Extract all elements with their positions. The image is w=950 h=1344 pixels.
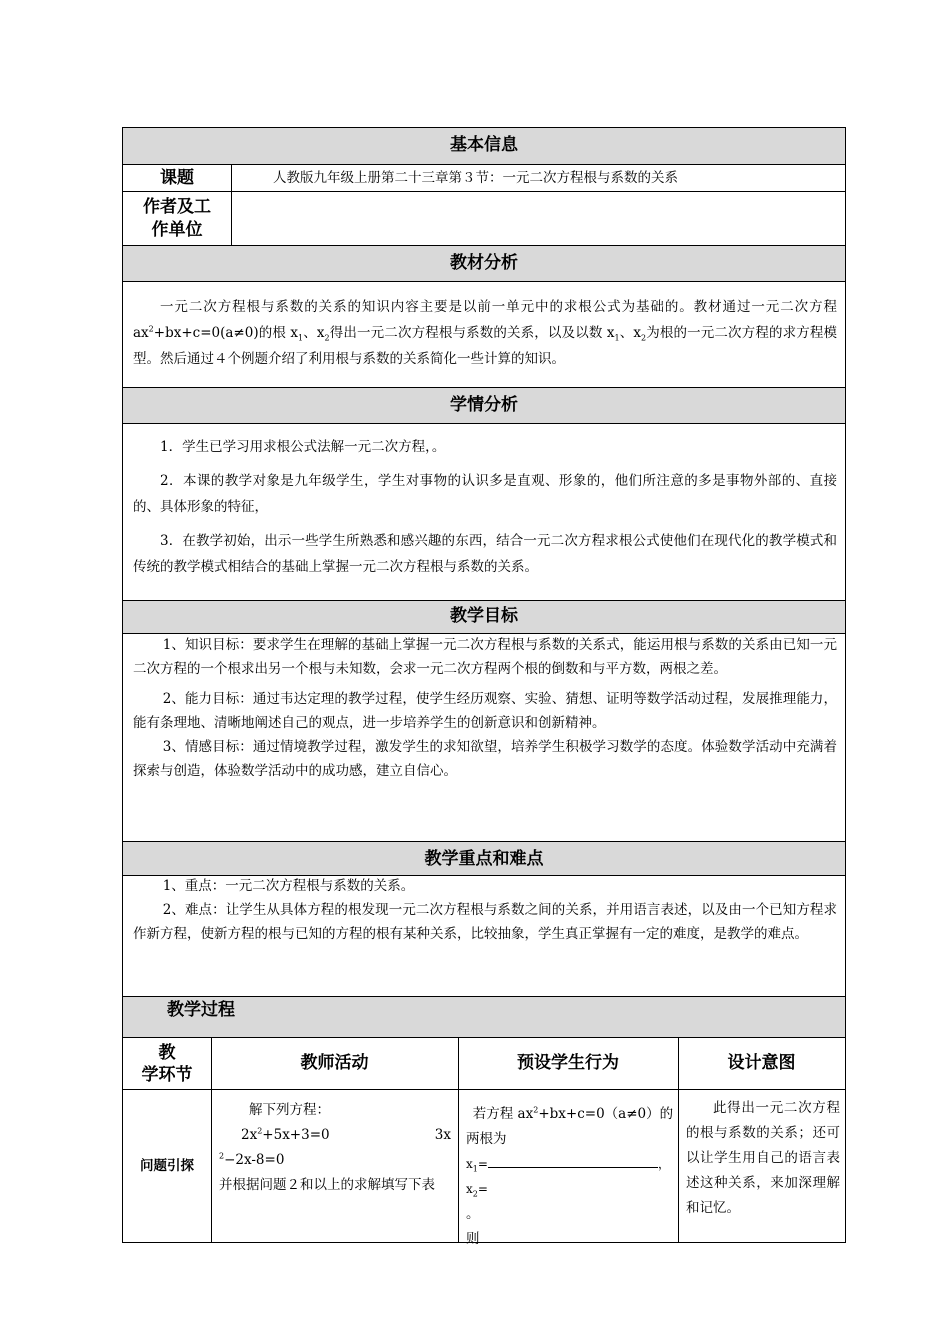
- lesson-plan-table: [122, 127, 846, 1247]
- textbook-analysis-body: [133, 294, 837, 372]
- col-teacher-header: 教师活动: [300, 1053, 369, 1073]
- student-period: 。: [466, 1206, 480, 1222]
- col-student-header: 预设学生行为: [517, 1053, 619, 1073]
- section-header-student: [123, 387, 845, 424]
- process-row-1: [123, 1090, 845, 1247]
- stage-name: 问题引探: [140, 1158, 194, 1174]
- key-points-body: [133, 874, 837, 946]
- author-label: [123, 196, 231, 242]
- key-point: 1、重点：一元二次方程根与系数的关系。: [162, 878, 415, 894]
- student-roots-statement: 若方程 $ax^2+bx+c=0(a\ne 0)$的两根为: [466, 1105, 674, 1147]
- section-header-goals: [123, 600, 845, 634]
- col-stage-header: 教 学环节: [141, 1043, 193, 1085]
- author-label-line2: 作单位: [151, 220, 203, 240]
- student-item-3: 3．在教学初始，出示一些学生所熟悉和感兴趣的东西，结合一元二次方程求根公式使他们在现代化的教学模式和传统的教学模式相结合的基础上掌握一元二次方程根与系数的关系。: [133, 533, 837, 575]
- equation-1: $2x^2+5x+3=0$: [241, 1126, 330, 1143]
- student-then: 则: [466, 1231, 480, 1247]
- section-title: 学情分析: [450, 395, 518, 415]
- section-header-basic-info: [123, 128, 845, 165]
- difficult-point: 2、难点：让学生从具体方程的根发现一元二次方程根与系数之间的关系，并用语言表述，以及由一个已知方程求作新方程，使新方程的根与已知的方程的根有某种关系，比较抽象，学生真正掌握有一定的难度，是教学的难点。: [133, 902, 837, 942]
- topic-label: 课题: [160, 168, 194, 188]
- student-roots-blanks: $x_1=$ ，$x_2=$: [466, 1157, 670, 1199]
- section-title: 教学目标: [450, 606, 518, 626]
- teacher-equations: [219, 1123, 451, 1148]
- section-header-process: [123, 996, 845, 1038]
- section-title: 基本信息: [450, 135, 518, 155]
- goal-ability: 2、能力目标：通过韦达定理的教学过程，使学生经历观察、实验、猜想、证明等数学活动过程，发展推理能力，能有条理地、清晰地阐述自己的观点，进一步培养学生的创新意识和创新精神。: [133, 691, 837, 731]
- author-label-line1: 作者及工: [143, 197, 211, 217]
- topic-row: [123, 165, 845, 192]
- col-intent-header: 设计意图: [727, 1053, 796, 1073]
- teacher-instruction: 解下列方程：: [249, 1102, 330, 1118]
- author-row: [123, 192, 845, 245]
- x1-blank: [488, 1155, 658, 1168]
- section-header-textbook: [123, 245, 845, 282]
- goal-emotion: 3、情感目标：通过情境教学过程，激发学生的求知欲望，培养学生积极学习数学的态度。体验数学活动中充满着探索与创造，体验数学活动中的成功感，建立自信心。: [133, 739, 837, 779]
- equation-2-start: 3x: [434, 1127, 451, 1143]
- student-item-2: 2．本课的教学对象是九年级学生，学生对事物的认识多是直观、形象的，他们所注意的多是事物外部的、直接的、具体形象的特征，: [133, 473, 837, 515]
- section-header-key-points: [123, 841, 845, 876]
- section-title: 教材分析: [450, 253, 518, 273]
- section-title: 教学过程: [167, 1000, 235, 1020]
- student-behavior: [466, 1102, 674, 1252]
- teacher-fill-table: 并根据问题２和以上的求解填写下表: [219, 1177, 435, 1193]
- teacher-activity: [219, 1098, 451, 1198]
- topic-value: 人教版九年级上册第二十三章第３节：一元二次方程根与系数的关系: [273, 170, 678, 186]
- teaching-goals-body: [133, 633, 837, 783]
- goal-knowledge: 1、知识目标：要求学生在理解的基础上掌握一元二次方程根与系数的关系式，能运用根与系数的关系由已知一元二次方程的一个根求出另一个根与未知数，会求一元二次方程两个根的倒数和与平方数，两根之差。: [133, 637, 837, 677]
- equation-2-end: $^2$−2x-8=0: [219, 1151, 285, 1168]
- textbook-paragraph: 一元二次方程根与系数的关系的知识内容主要是以前一单元中的求根公式为基础的。教材通过一元二次方程 $ax^2+bx+c=0(a\ne 0)$的根 $x_1$、$x_2$得出一元二次方程根与系数的关系，以及以数 $x_1$、$x_2$为根的一元二次方程的求方程模型。然后通过４个例题介绍了利用根与系数的关系简化一些计算的知识。: [133, 299, 837, 367]
- student-analysis-body: [133, 434, 837, 580]
- design-intent: 此得出一元二次方程的根与系数的关系；还可以让学生用自己的语言表述这种关系，来加深理解和记忆。: [686, 1100, 840, 1216]
- section-title: 教学重点和难点: [424, 849, 544, 869]
- student-item-1: 1．学生已学习用求根公式法解一元二次方程，。: [160, 439, 446, 455]
- process-table-header: [123, 1038, 845, 1090]
